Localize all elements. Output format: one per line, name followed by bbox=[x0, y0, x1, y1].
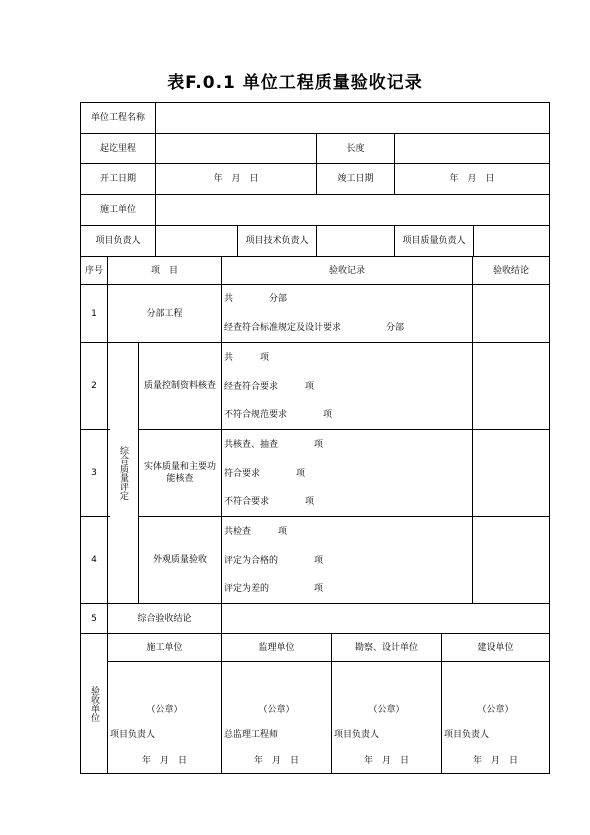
row3-no: 3 bbox=[91, 468, 97, 478]
col-item-header: 项 目 bbox=[150, 265, 178, 276]
project-name-value[interactable] bbox=[156, 103, 549, 133]
acceptance-unit-person: 总监理工程师 bbox=[224, 730, 279, 740]
length-label: 长度 bbox=[346, 143, 365, 154]
acceptance-unit-person: 项目负责人 bbox=[110, 730, 156, 740]
row2-record-line1[interactable]: 共 项 bbox=[224, 352, 270, 363]
tech-manager-value[interactable] bbox=[317, 226, 394, 256]
start-date-label: 开工日期 bbox=[99, 174, 136, 184]
project-name-label: 单位工程名称 bbox=[90, 113, 145, 123]
col-record-header: 验收记录 bbox=[328, 265, 365, 276]
col-conclusion-header: 验收结论 bbox=[492, 265, 529, 276]
completion-date-value[interactable]: 年 月 日 bbox=[449, 174, 495, 184]
acceptance-unit-date: 年 月 日 bbox=[363, 756, 409, 766]
col-seq-header: 序号 bbox=[84, 265, 103, 276]
tech-manager-label: 项目技术负责人 bbox=[245, 236, 309, 246]
length-value[interactable] bbox=[395, 134, 549, 163]
acceptance-unit-seal: （公章） bbox=[477, 705, 514, 715]
acceptance-unit-seal: （公章） bbox=[368, 705, 405, 715]
row1-conclusion[interactable] bbox=[473, 285, 549, 342]
row3-record-line1[interactable]: 共核查、抽查 项 bbox=[224, 439, 324, 450]
row2-item: 质量控制资料核查 bbox=[143, 381, 216, 391]
row2-record-line2[interactable]: 经查符合要求 项 bbox=[224, 381, 315, 392]
row4-no: 4 bbox=[91, 555, 97, 565]
completion-date-label: 竣工日期 bbox=[337, 174, 374, 184]
row1-no: 1 bbox=[91, 308, 97, 319]
acceptance-unit-name: 施工单位 bbox=[146, 642, 183, 653]
row3-item: 实体质量和主要功能核查 bbox=[143, 462, 216, 484]
acceptance-unit-date: 年 月 日 bbox=[472, 756, 518, 766]
mileage-value[interactable] bbox=[156, 134, 316, 163]
row4-item: 外观质量验收 bbox=[152, 555, 207, 565]
row1-item: 分部工程 bbox=[146, 308, 183, 319]
row4-record-line3[interactable]: 评定为差的 项 bbox=[224, 584, 324, 594]
row1-record-line2[interactable]: 经查符合标准规定及设计要求 分部 bbox=[224, 322, 405, 333]
acceptance-unit-seal: （公章） bbox=[258, 705, 295, 715]
project-manager-label: 项目负责人 bbox=[95, 236, 141, 246]
acceptance-unit-date: 年 月 日 bbox=[141, 756, 187, 766]
row5-item: 综合验收结论 bbox=[137, 613, 192, 624]
row2-no: 2 bbox=[91, 381, 97, 391]
row5-conclusion-value[interactable] bbox=[222, 604, 549, 633]
row4-record-line2[interactable]: 评定为合格的 项 bbox=[224, 555, 324, 566]
acceptance-unit-name: 勘察、设计单位 bbox=[354, 642, 418, 653]
contractor-label: 施工单位 bbox=[99, 205, 136, 215]
row3-record-line2[interactable]: 符合要求 项 bbox=[224, 468, 306, 479]
document-title: 表F.0.1 单位工程质量验收记录 bbox=[167, 73, 423, 93]
row1-record-line1[interactable]: 共 分部 bbox=[224, 294, 288, 304]
row3-conclusion[interactable] bbox=[473, 430, 549, 516]
comprehensive-quality-label: 综合质量评定 bbox=[118, 446, 128, 500]
row5-no: 5 bbox=[91, 613, 97, 624]
project-manager-value[interactable] bbox=[156, 226, 237, 256]
acceptance-unit-name: 建设单位 bbox=[477, 642, 514, 653]
row2-record-line3[interactable]: 不符合规范要求 项 bbox=[224, 410, 333, 420]
quality-manager-value[interactable] bbox=[474, 226, 549, 256]
acceptance-unit-date: 年 月 日 bbox=[253, 756, 299, 766]
row2-conclusion[interactable] bbox=[473, 343, 549, 429]
acceptance-unit-name: 监理单位 bbox=[258, 642, 295, 653]
row3-record-line3[interactable]: 不符合要求 项 bbox=[224, 497, 315, 507]
start-date-value[interactable]: 年 月 日 bbox=[213, 174, 259, 184]
acceptance-units-label: 验收单位 bbox=[89, 685, 99, 722]
quality-manager-label: 项目质量负责人 bbox=[402, 236, 466, 246]
acceptance-unit-seal: （公章） bbox=[146, 705, 183, 715]
row4-record-line1[interactable]: 共检查 项 bbox=[224, 526, 288, 537]
contractor-value[interactable] bbox=[156, 195, 549, 225]
acceptance-unit-person: 项目负责人 bbox=[444, 730, 490, 740]
acceptance-unit-person: 项目负责人 bbox=[334, 730, 380, 740]
mileage-label: 起讫里程 bbox=[99, 143, 136, 154]
row4-conclusion[interactable] bbox=[473, 517, 549, 603]
